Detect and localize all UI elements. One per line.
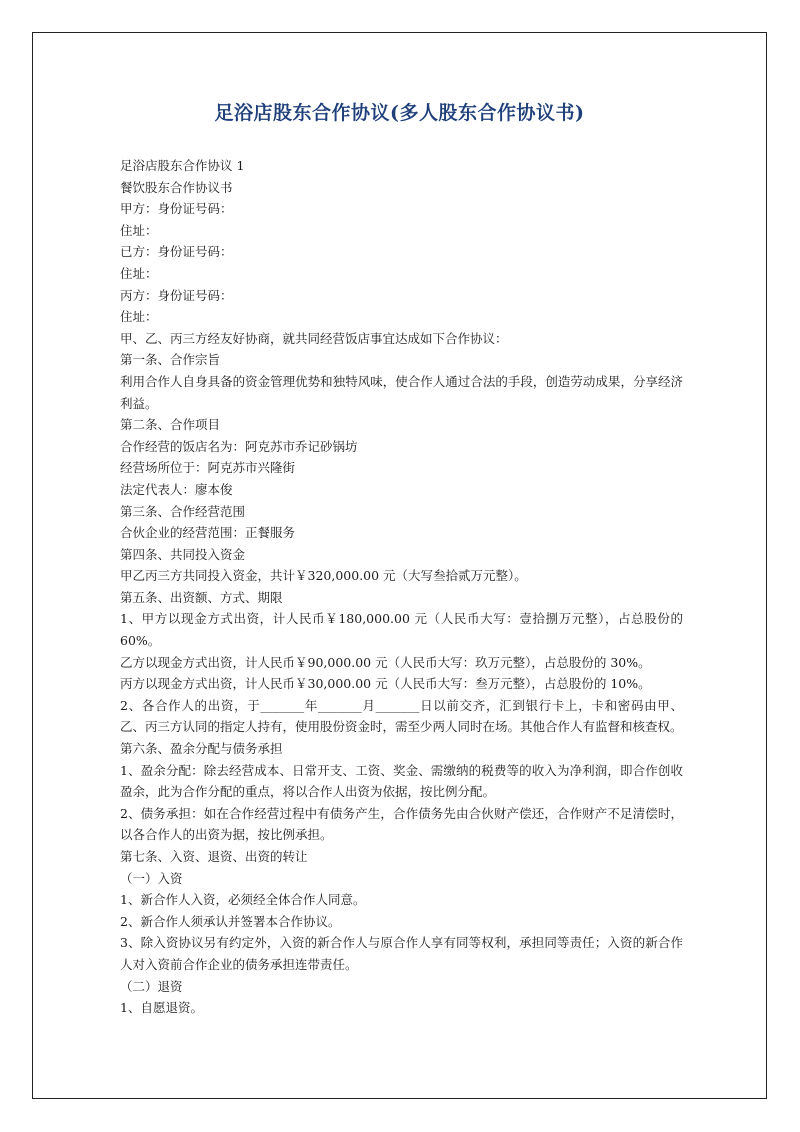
subsection-heading: （二）退资 — [120, 978, 183, 994]
section-heading: 第二条、合作项目 — [120, 417, 221, 433]
paragraph: 住址： — [120, 265, 158, 281]
section-heading: 第六条、盈余分配与债务承担 — [120, 741, 283, 757]
paragraph: 1、盈余分配：除去经营成本、日常开支、工资、奖金、需缴纳的税费等的收入为净利润，即合作创收盈余，此为合作分配的重点，将以合作人出资为依据，按比例分配。 — [120, 762, 683, 800]
subsection-heading: （一）入资 — [120, 870, 183, 886]
paragraph: 合作经营的饭店名为：阿克苏市乔记砂锅坊 — [120, 438, 358, 454]
paragraph: 丙方：身份证号码： — [120, 287, 233, 303]
section-heading: 第三条、合作经营范围 — [120, 503, 246, 519]
paragraph: 餐饮股东合作协议书 — [120, 179, 233, 195]
section-heading: 第四条、共同投入资金 — [120, 546, 246, 562]
paragraph: 丙方以现金方式出资，计人民币￥30,000.00 元（人民币大写：叁万元整），占总股份的 10%。 — [120, 676, 651, 692]
section-heading: 第七条、入资、退资、出资的转让 — [120, 849, 308, 864]
paragraph: 甲乙丙三方共同投入资金，共计￥320,000.00 元（大写叁拾贰万元整）。 — [120, 568, 527, 584]
paragraph: 1、新合作人入资，必须经全体合作人同意。 — [120, 892, 366, 908]
paragraph: 1、自愿退资。 — [120, 1000, 203, 1016]
paragraph: 利用合作人自身具备的资金管理优势和独特风味，使合作人通过合法的手段，创造劳动成果，分享经济利益。 — [120, 373, 683, 411]
paragraph: 乙方以现金方式出资，计人民币￥90,000.00 元（人民币大写：玖万元整），占总股份的 30%。 — [120, 654, 651, 670]
paragraph: 1、甲方以现金方式出资，计人民币￥180,000.00 元（人民币大写：壹拾捌万元整），占总股份的 60%。 — [120, 611, 683, 649]
section-heading: 第五条、出资额、方式、期限 — [120, 589, 283, 605]
paragraph: 住址： — [120, 309, 158, 325]
paragraph: 2、各合作人的出资，于_______年_______月_______日以前交齐，汇到银行卡上，卡和密码由甲、乙、丙三方认同的指定人持有，使用股份资金时，需至少两人同时在场。其他合作人有监督和核查权。 — [120, 697, 683, 735]
paragraph: 合伙企业的经营范围：正餐服务 — [120, 525, 296, 541]
paragraph: 2、新合作人须承认并签署本合作协议。 — [120, 913, 341, 929]
paragraph: 住址： — [120, 222, 158, 238]
document-title: 足浴店股东合作协议(多人股东合作协议书) — [214, 102, 585, 124]
document-body — [120, 155, 683, 1019]
paragraph: 法定代表人：廖本俊 — [120, 481, 233, 497]
paragraph: 经营场所位于：阿克苏市兴隆街 — [120, 460, 296, 476]
section-heading: 第一条、合作宗旨 — [120, 352, 221, 368]
paragraph: 甲方：身份证号码： — [120, 201, 233, 217]
paragraph: 已方：身份证号码： — [120, 244, 233, 260]
paragraph: 甲、乙、丙三方经友好协商，就共同经营饭店事宜达成如下合作协议： — [120, 330, 508, 346]
paragraph: 足浴店股东合作协议 1 — [120, 158, 245, 173]
paragraph: 2、债务承担：如在合作经营过程中有债务产生，合作债务先由合伙财产偿还，合作财产不足清偿时，以各合作人的出资为据，按比例承担。 — [120, 805, 683, 843]
paragraph: 3、除入资协议另有约定外，入资的新合作人与原合作人享有同等权利，承担同等责任；入资的新合作人对入资前合作企业的债务承担连带责任。 — [120, 935, 683, 972]
